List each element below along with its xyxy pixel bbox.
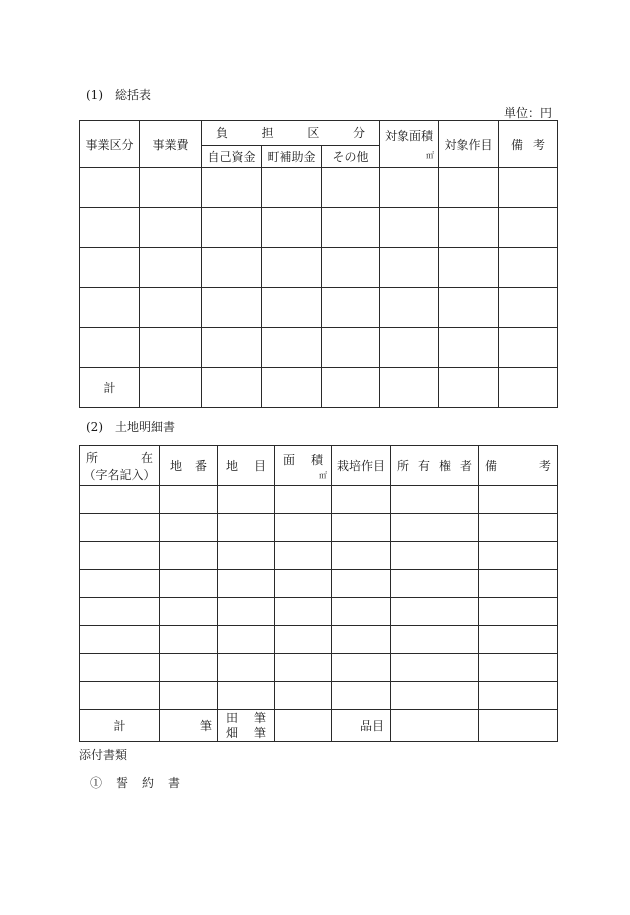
table-row (80, 626, 558, 654)
table-row (80, 208, 558, 248)
table-row (80, 288, 558, 328)
menseki-unit: ㎡ (426, 151, 434, 160)
header-cho-hojokin: 町補助金 (262, 145, 322, 167)
header-jigyo-kubun: 事業区分 (80, 121, 140, 168)
header-chiban: 地 番 (160, 446, 218, 486)
header-chimoku: 地 目 (218, 446, 275, 486)
header-sonota: その他 (322, 145, 380, 167)
header-shoyusha: 所 有 権 者 (391, 446, 479, 486)
header-jigyohi: 事業費 (140, 121, 202, 168)
total-ta-hata: 田 筆 畑 筆 (218, 710, 275, 742)
header-biko: 備 考 (479, 446, 558, 486)
header-shozai: 所 在 （字名記入） (80, 446, 160, 486)
header-biko: 備 考 (499, 121, 558, 168)
total-hinmoku: 品目 (332, 710, 391, 742)
unit-label: 単位：円 (503, 106, 552, 120)
total-kei: 計 (80, 710, 160, 742)
land-detail-table (79, 445, 558, 742)
table-row (80, 248, 558, 288)
header-taisho-menseki: 対象面積 ㎡ (380, 121, 439, 168)
attachment-item: ① 誓 約 書 (90, 776, 182, 790)
total-row (80, 710, 558, 742)
total-row (80, 368, 558, 408)
table-row (80, 514, 558, 542)
table-row (80, 654, 558, 682)
table-row (80, 168, 558, 208)
table-row (80, 598, 558, 626)
table-row (80, 542, 558, 570)
attachments-title: 添付書類 (79, 748, 128, 762)
header-saibai-sakumoku: 栽培作目 (332, 446, 391, 486)
total-hitsu: 筆 (160, 710, 218, 742)
total-label: 計 (80, 368, 140, 408)
header-futan-kubun: 負 担 区 分 (202, 121, 380, 146)
section2-title: (2) 土地明細書 (86, 420, 175, 434)
section1-title: (1) 総括表 (86, 88, 151, 102)
table-row (80, 486, 558, 514)
header-menseki: 面 積 ㎡ (275, 446, 332, 486)
header-taisho-sakumoku: 対象作目 (439, 121, 499, 168)
summary-table (79, 120, 558, 408)
table-row (80, 682, 558, 710)
table-row (80, 570, 558, 598)
table-row (80, 328, 558, 368)
header-jiko-shikin: 自己資金 (202, 145, 262, 167)
